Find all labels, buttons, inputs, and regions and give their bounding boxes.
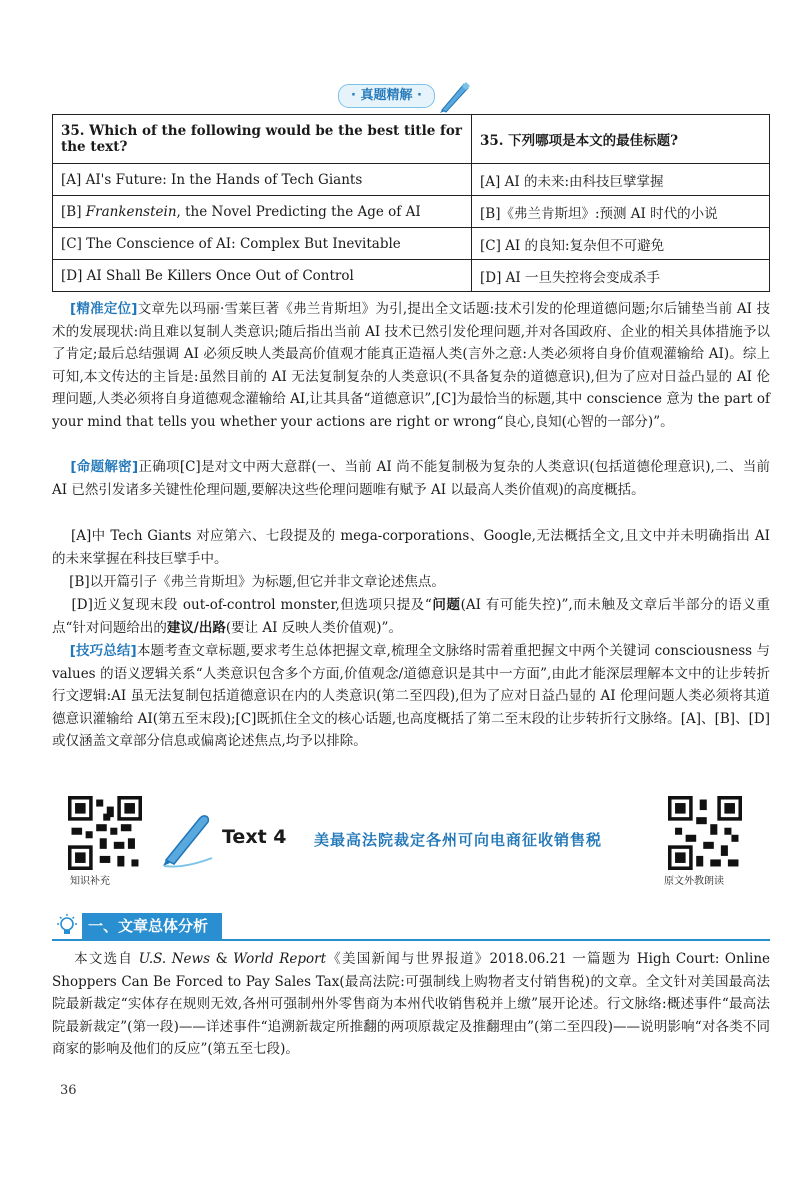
locate-text: 文章先以玛丽·雪莱巨著《弗兰肯斯坦》为引,提出全文话题:技术引发的伦理道德问题;尔后铺垫当前 AI 技术的发展现状:尚且难以复制人类意识;随后指出当前 AI 技术已然引发伦理问题,并对各国政府、企业的相关具体措施予以了肯定;最后总结强调 AI 必须反映人类最高价值观才能真正造福人类(言外之意:人类必须将自身价值观灌输给 AI)。综上可知,本文传达的主旨是:虽然目前的 AI 无法复制复杂的人类意识(不具备复杂的道德意识),但为了应对日益凸显的 AI 伦理问题,人类必须将自身道德观念灌输给 AI,让其具备“道德意识”,[C]为最恰当的标题,其中 conscience 意为 the part of your mind that tells you whether your actions are right or wrong“良心,良知(心智的一部分)”。	[52, 301, 771, 430]
intro-pre: 本文选自	[74, 951, 139, 967]
option-a-en: [A] AI's Future: In the Hands of Tech Giants	[53, 164, 472, 196]
pen-icon	[438, 78, 472, 114]
paragraph-option-a	[52, 525, 770, 570]
text4-banner	[52, 790, 770, 890]
option-d-pre: [D]近义复现末段 out-of-control monster,但选项只提及“	[71, 597, 432, 613]
section-badge	[330, 78, 470, 114]
qr-code-icon[interactable]	[68, 796, 142, 870]
option-c-en: [C] The Conscience of AI: Complex But Inevitable	[53, 228, 472, 260]
option-c-zh: [C] AI 的良知:复杂但不可避免	[472, 228, 770, 260]
section-heading	[52, 913, 770, 941]
decode-text: 正确项[C]是对文中两大意群(一、当前 AI 尚不能复制极为复杂的人类意识(包括道德伦理意识),二、当前 AI 已然引发诸多关键性伦理问题,要解决这些伦理问题唯有赋予 AI 以最高人类价值观)的高度概括。	[52, 459, 771, 498]
option-b-zh: [B]《弗兰肯斯坦》:预测 AI 时代的小说	[472, 196, 770, 228]
option-d-post: (要让 AI 反映人类价值观)”。	[225, 619, 402, 636]
option-b-suffix: , the Novel Predicting the Age of AI	[176, 203, 421, 220]
qr-left-label: 知识补充	[70, 876, 110, 887]
option-d-bold-problem: 问题	[431, 597, 461, 613]
paragraph-locate	[52, 298, 770, 434]
skill-tag: [技巧总结]	[69, 643, 137, 659]
paragraph-decode	[52, 456, 770, 501]
question-stem-zh: 35. 下列哪项是本文的最佳标题?	[472, 115, 770, 164]
option-d-zh: [D] AI 一旦失控将会变成杀手	[472, 260, 770, 292]
option-d-mid: (AI 有可能失控)”,而未触及文章后半部分的语义重点“针对问题给出的	[52, 597, 770, 636]
qr-code-icon[interactable]	[668, 796, 742, 870]
option-d-en: [D] AI Shall Be Killers Once Out of Control	[53, 260, 472, 292]
badge-label: · 真题精解 ·	[338, 84, 435, 108]
locate-tag: [精准定位]	[70, 301, 138, 317]
intro-italic-news: U.S. News	[138, 951, 211, 967]
lightbulb-icon	[54, 913, 80, 941]
question-stem-en: 35. Which of the following would be the best title for the text?	[53, 115, 472, 164]
paragraph-option-d	[52, 594, 770, 639]
option-b-analysis: [B]以开篇引子《弗兰肯斯坦》为标题,但它并非文章论述焦点。	[69, 574, 445, 590]
section-heading-label: 一、文章总体分析	[82, 913, 222, 939]
intro-italic-report: World Report	[233, 951, 326, 967]
option-b-italic: Frankenstein	[85, 203, 177, 220]
decode-tag: [命题解密]	[70, 459, 139, 475]
section-divider	[52, 939, 770, 941]
intro-amp: &	[210, 951, 234, 967]
page-number: 36	[60, 1083, 77, 1098]
intro-post: 《美国新闻与世界报道》2018.06.21 一篇题为 High Court: Online Shoppers Can Be Forced to Pay Sales Tax(最高法院:可强制线上购物者支付销售税)的文章。全文针对美国最高法院最新裁定“实体存在规则无效,各州可强制州外零售商为本州代收销售税并上缴”展开论述。行文脉络:概述事件“最高法院最新裁定”(第一段)——详述事件“追溯新裁定所推翻的两项原裁定及推翻理由”(第二至四段)——说明影响“对各类不同商家的影响及他们的反应”(第五至七段)。	[52, 951, 771, 1058]
skill-text: 本题考查文章标题,要求考生总体把握文章,梳理全文脉络时需着重把握文中两个关键词 consciousness 与 values 的语义逻辑关系“人类意识包含多个方面,价值观念/道德意识是其中一方面”,由此才能深层理解本文中的让步转折行文逻辑:AI 虽无法复制包括道德意识在内的人类意识(第二至四段),但为了应对日益凸显的 AI 伦理问题人类必须将其道德意识灌输给 AI(第五至末段);[C]既抓住全文的核心话题,也高度概括了第二至末段的让步转折行文脉络。[A]、[B]、[D]或仅涵盖文章部分信息或偏离论述焦点,均予以排除。	[52, 643, 770, 750]
option-d-bold-suggestion: 建议/出路	[166, 619, 226, 636]
option-a-zh: [A] AI 的未来:由科技巨擘掌握	[472, 164, 770, 196]
pen-icon	[160, 808, 216, 868]
paragraph-skill	[52, 640, 770, 753]
text4-subtitle: 美最高法院裁定各州可向电商征收销售税	[314, 831, 603, 849]
option-b-en	[53, 196, 472, 228]
text4-title: Text 4	[222, 826, 287, 848]
paragraph-intro	[52, 948, 770, 1061]
option-a-analysis: [A]中 Tech Giants 对应第六、七段提及的 mega-corporations、Google,无法概括全文,且文中并未明确指出 AI 的未来掌握在科技巨擘手中。	[52, 528, 770, 567]
option-b-prefix: [B]	[61, 203, 86, 220]
qr-right-label: 原文外教朗读	[664, 876, 724, 887]
question-table	[52, 114, 770, 292]
paragraph-option-b	[52, 571, 770, 594]
